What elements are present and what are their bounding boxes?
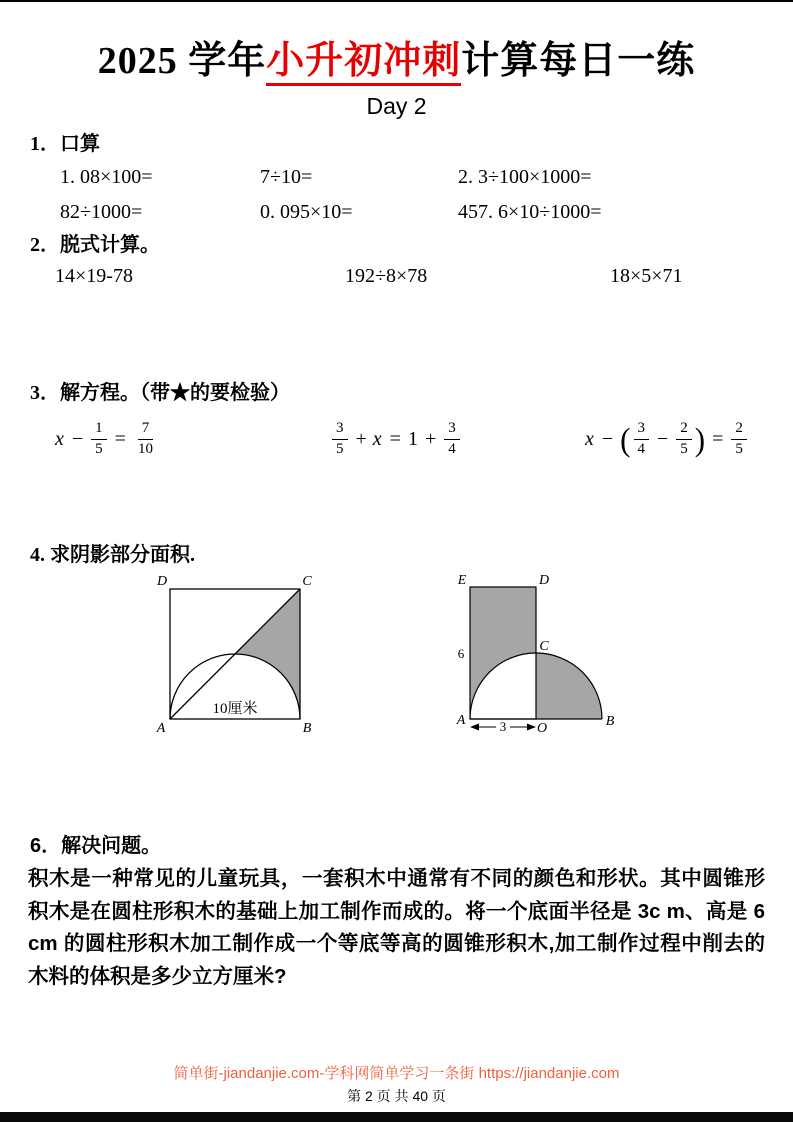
left-paren: ( bbox=[620, 420, 631, 458]
oral-expression-2: 7÷10= bbox=[260, 166, 313, 189]
vertex-label: B bbox=[302, 720, 312, 736]
denominator: 4 bbox=[637, 440, 645, 457]
fraction bbox=[91, 420, 107, 458]
section-oral-calc bbox=[0, 132, 793, 225]
equals-sign: = bbox=[389, 427, 401, 450]
vertex-label: D bbox=[156, 573, 168, 589]
figure-rect-semicircle bbox=[455, 572, 627, 742]
section-shaded-area bbox=[0, 543, 793, 742]
shaded-region-left bbox=[470, 587, 536, 719]
base-length-label: 3 bbox=[499, 718, 507, 734]
oral-expression-6: 457. 6×10÷1000= bbox=[458, 201, 602, 224]
equation-2 bbox=[330, 420, 585, 458]
denominator: 5 bbox=[95, 440, 103, 457]
fraction bbox=[134, 420, 157, 458]
vertex-label: O bbox=[536, 720, 548, 736]
section4-heading: 4. 求阴影部分面积. bbox=[30, 543, 195, 566]
oral-expression-3: 2. 3÷100×1000= bbox=[458, 166, 592, 189]
oral-expression-5: 0. 095×10= bbox=[260, 201, 353, 224]
numerator: 3 bbox=[444, 420, 460, 439]
plus-operator: + bbox=[424, 427, 437, 450]
section-word-problem bbox=[0, 834, 793, 994]
equation-3 bbox=[585, 420, 793, 458]
numerator: 7 bbox=[138, 420, 154, 439]
numerator: 3 bbox=[634, 420, 650, 439]
oral-expression-1: 1. 08×100= bbox=[60, 166, 153, 189]
word-problem-text: 积木是一种常见的儿童玩具，一套积木中通常有不同的颜色和形状。其中圆锥形积木是在圆柱形积木的基础上加工制作而成的。将一个底面半径是 3c m、高是 6 cm 的圆柱形积木加工制作成一个等底等高的圆锥形积木,加工制作过程中削去的木料的体积是多少立方厘米? bbox=[28, 866, 765, 989]
numerator: 2 bbox=[731, 420, 747, 439]
vertex-label: C bbox=[539, 638, 549, 654]
denominator: 5 bbox=[680, 440, 688, 457]
fraction bbox=[676, 420, 692, 458]
title-prefix: 2025 学年 bbox=[97, 40, 267, 82]
side-length-label: 10厘米 bbox=[212, 700, 258, 717]
vertex-label: C bbox=[302, 573, 312, 589]
shaded-region bbox=[235, 589, 300, 719]
stepwise-expression-2: 192÷8×78 bbox=[345, 265, 428, 288]
fraction bbox=[634, 420, 650, 458]
variable-x: x bbox=[55, 427, 64, 450]
stepwise-expression-3: 18×5×71 bbox=[610, 265, 683, 288]
page-bottom-bar bbox=[0, 1112, 793, 1122]
denominator: 4 bbox=[448, 440, 456, 457]
numerator: 3 bbox=[332, 420, 348, 439]
minus-operator: − bbox=[601, 427, 614, 450]
fraction bbox=[444, 420, 460, 458]
fraction bbox=[731, 420, 747, 458]
equations-row bbox=[0, 420, 793, 458]
minus-operator: − bbox=[657, 427, 669, 450]
minus-operator: − bbox=[71, 427, 84, 450]
denominator: 5 bbox=[336, 440, 344, 457]
vertex-label: E bbox=[457, 572, 467, 588]
title-highlight: 小升初冲刺 bbox=[266, 40, 461, 86]
oral-calc-row1 bbox=[0, 165, 793, 190]
vertex-label: D bbox=[538, 572, 550, 588]
page-footer bbox=[0, 1062, 793, 1106]
variable-x: x bbox=[372, 427, 382, 450]
arrowhead-left bbox=[470, 723, 479, 730]
section2-heading: 2．脱式计算。 bbox=[30, 234, 160, 257]
oral-expression-4: 82÷1000= bbox=[60, 201, 143, 224]
arrowhead-right bbox=[527, 723, 536, 730]
denominator: 10 bbox=[137, 440, 153, 457]
numerator: 2 bbox=[676, 420, 692, 439]
section-stepwise-calc bbox=[0, 233, 793, 289]
denominator: 5 bbox=[735, 440, 743, 457]
figures-row bbox=[0, 572, 793, 742]
number-one: 1 bbox=[407, 427, 418, 450]
section3-heading: 3．解方程。（带★的要检验） bbox=[30, 382, 290, 405]
stepwise-expression-1: 14×19-78 bbox=[55, 265, 133, 288]
section6-heading: 6．解决问题。 bbox=[30, 834, 162, 857]
page-title bbox=[0, 0, 793, 86]
plus-operator: + bbox=[355, 427, 367, 450]
day-label: Day 2 bbox=[366, 92, 427, 119]
variable-x: x bbox=[585, 427, 594, 450]
height-label: 6 bbox=[457, 645, 465, 661]
section1-heading: 1．口算 bbox=[30, 133, 100, 156]
equals-sign: = bbox=[712, 427, 724, 450]
shaded-region-right bbox=[536, 653, 602, 719]
footer-page-number: 第 2 页 共 40 页 bbox=[347, 1088, 446, 1104]
equation-1 bbox=[55, 420, 330, 458]
figure-square-semicircle bbox=[140, 572, 330, 742]
footer-site-link: 简单街-jiandanjie.com-学科网简单学习一条街 https://jiandanjie.com bbox=[173, 1065, 620, 1082]
right-paren: ) bbox=[694, 420, 706, 458]
fraction bbox=[332, 420, 348, 458]
vertex-label: A bbox=[456, 712, 466, 728]
vertex-label: A bbox=[156, 720, 166, 736]
oral-calc-row2 bbox=[0, 200, 793, 225]
stepwise-row bbox=[0, 264, 793, 289]
title-suffix: 计算每日一练 bbox=[461, 40, 696, 82]
page-top-edge bbox=[0, 0, 793, 2]
equals-sign: = bbox=[114, 427, 126, 450]
vertex-label: B bbox=[605, 713, 615, 729]
section-equations bbox=[0, 381, 793, 458]
numerator: 1 bbox=[91, 420, 107, 439]
